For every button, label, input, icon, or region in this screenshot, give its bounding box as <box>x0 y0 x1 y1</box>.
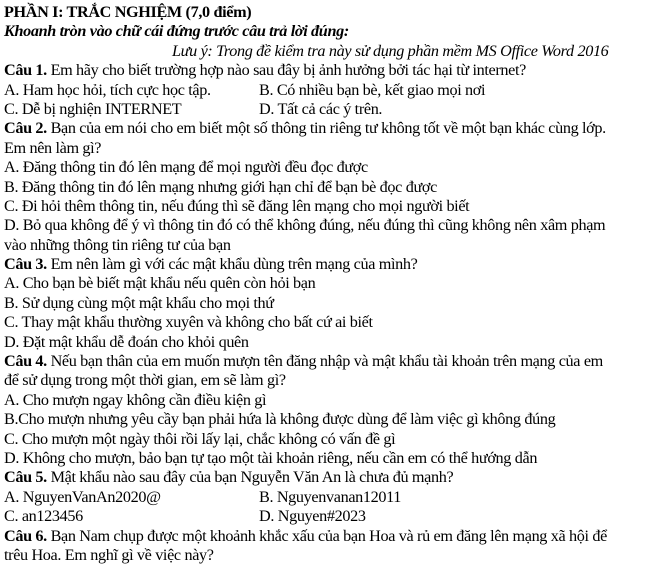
question-stem <box>4 527 659 546</box>
question-text: Em hãy cho biết trường hợp nào sau đây bị ảnh hưởng bởi tác hại từ internet? <box>46 61 526 80</box>
option-b[interactable]: B.Cho mượn nhưng yêu cầy bạn phải hứa là không được dùng để làm việc gì không đúng <box>4 410 556 429</box>
question-text-continued: để sử dụng trong một thời gian, em sẽ làm gì? <box>4 371 286 390</box>
question-stem <box>4 255 659 274</box>
question-label: Câu 1. <box>4 61 47 80</box>
option-c[interactable]: C. Thay mật khẩu thường xuyên và không cho bất cứ ai biết <box>4 313 373 332</box>
question-text-continued: trêu Hoa. Em nghĩ gì về việc này? <box>4 545 214 564</box>
question-6 <box>4 527 659 565</box>
question-label: Câu 3. <box>4 255 47 274</box>
option-d[interactable]: D. Bỏ qua không để ý vì thông tin đó có thể không đúng, nếu đúng thì cũng không nên xâm phạm <box>4 216 606 235</box>
option-c[interactable]: C. Đi hỏi thêm thông tin, nếu đúng thì sẽ đăng lên mạng cho mọi người biết <box>4 196 470 215</box>
question-text: Mật khẩu nào sau đây của bạn Nguyễn Văn An là chưa đủ mạnh? <box>46 468 454 487</box>
section-heading: PHẦN I: TRẮC NGHIỆM (7,0 điểm) <box>4 3 252 21</box>
question-stem <box>4 119 659 138</box>
option-a[interactable]: A. NguyenVanAn2020@ <box>4 487 161 506</box>
option-d[interactable]: D. Không cho mượn, bảo bạn tự tạo một tài khoản riêng, nếu cần em có thể hướng dẫn <box>4 448 538 467</box>
option-d[interactable]: D. Tất cả các ý trên. <box>259 99 383 118</box>
question-text: Bạn của em nói cho em biết một số thông tin riêng tư không tốt về một bạn khác cùng lớp. <box>46 119 606 138</box>
option-d[interactable]: D. Đặt mật khẩu dễ đoán cho khỏi quên <box>4 332 249 351</box>
option-a[interactable]: A. Đăng thông tin đó lên mạng để mọi người đều đọc được <box>4 158 368 177</box>
question-label: Câu 5. <box>4 468 47 487</box>
option-b[interactable]: B. Đăng thông tin đó lên mạng nhưng giới hạn chỉ để bạn bè đọc được <box>4 177 437 196</box>
question-text: Nếu bạn thân của em muốn mượn tên đăng nhập và mật khẩu tài khoản trên mạng của em <box>46 352 603 371</box>
option-b[interactable]: B. Sử dụng cùng một mật khẩu cho mọi thứ <box>4 293 274 312</box>
options-row <box>4 81 659 100</box>
options-row <box>4 100 659 119</box>
question-4 <box>4 352 659 468</box>
option-a[interactable]: A. Cho mượn ngay không cần điều kiện gì <box>4 390 267 409</box>
option-c[interactable]: C. Cho mượn một ngày thôi rồi lấy lại, chắc không có vấn đề gì <box>4 429 396 448</box>
question-label: Câu 4. <box>4 352 47 371</box>
question-5 <box>4 468 659 526</box>
question-label: Câu 6. <box>4 526 47 545</box>
option-d-continued[interactable]: vào những thông tin riêng tư của bạn <box>4 235 231 254</box>
options-row <box>4 507 659 526</box>
option-a[interactable]: A. Ham học hỏi, tích cực học tập. <box>4 80 211 99</box>
question-1 <box>4 61 659 119</box>
option-b[interactable]: B. Nguyenvanan12011 <box>259 487 402 506</box>
question-stem <box>4 352 659 371</box>
question-stem <box>4 468 659 487</box>
options-row <box>4 488 659 507</box>
question-text: Bạn Nam chụp được một khoảnh khắc xấu của bạn Hoa và rủ em đăng lên mạng xã hội để <box>46 526 607 545</box>
option-d[interactable]: D. Nguyen#2023 <box>259 507 366 526</box>
question-2 <box>4 119 659 255</box>
question-3 <box>4 255 659 352</box>
option-a[interactable]: A. Cho bạn bè biết mật khẩu nếu quên còn hỏi bạn <box>4 274 316 293</box>
question-text: Em nên làm gì với các mật khẩu dùng trên mạng của mình? <box>46 255 418 274</box>
option-b[interactable]: B. Có nhiều bạn bè, kết giao mọi nơi <box>259 80 486 99</box>
section-note: Lưu ý: Trong đề kiểm tra này sử dụng phần mềm MS Office Word 2016 <box>172 41 609 60</box>
option-c[interactable]: C. an123456 <box>4 507 83 526</box>
section-instruction: Khoanh tròn vào chữ cái đứng trước câu trả lời đúng: <box>4 22 349 41</box>
question-stem <box>4 61 659 80</box>
option-c[interactable]: C. Dễ bị nghiện INTERNET <box>4 99 182 118</box>
question-label: Câu 2. <box>4 119 47 138</box>
question-text-continued: Em nên làm gì? <box>4 138 102 157</box>
